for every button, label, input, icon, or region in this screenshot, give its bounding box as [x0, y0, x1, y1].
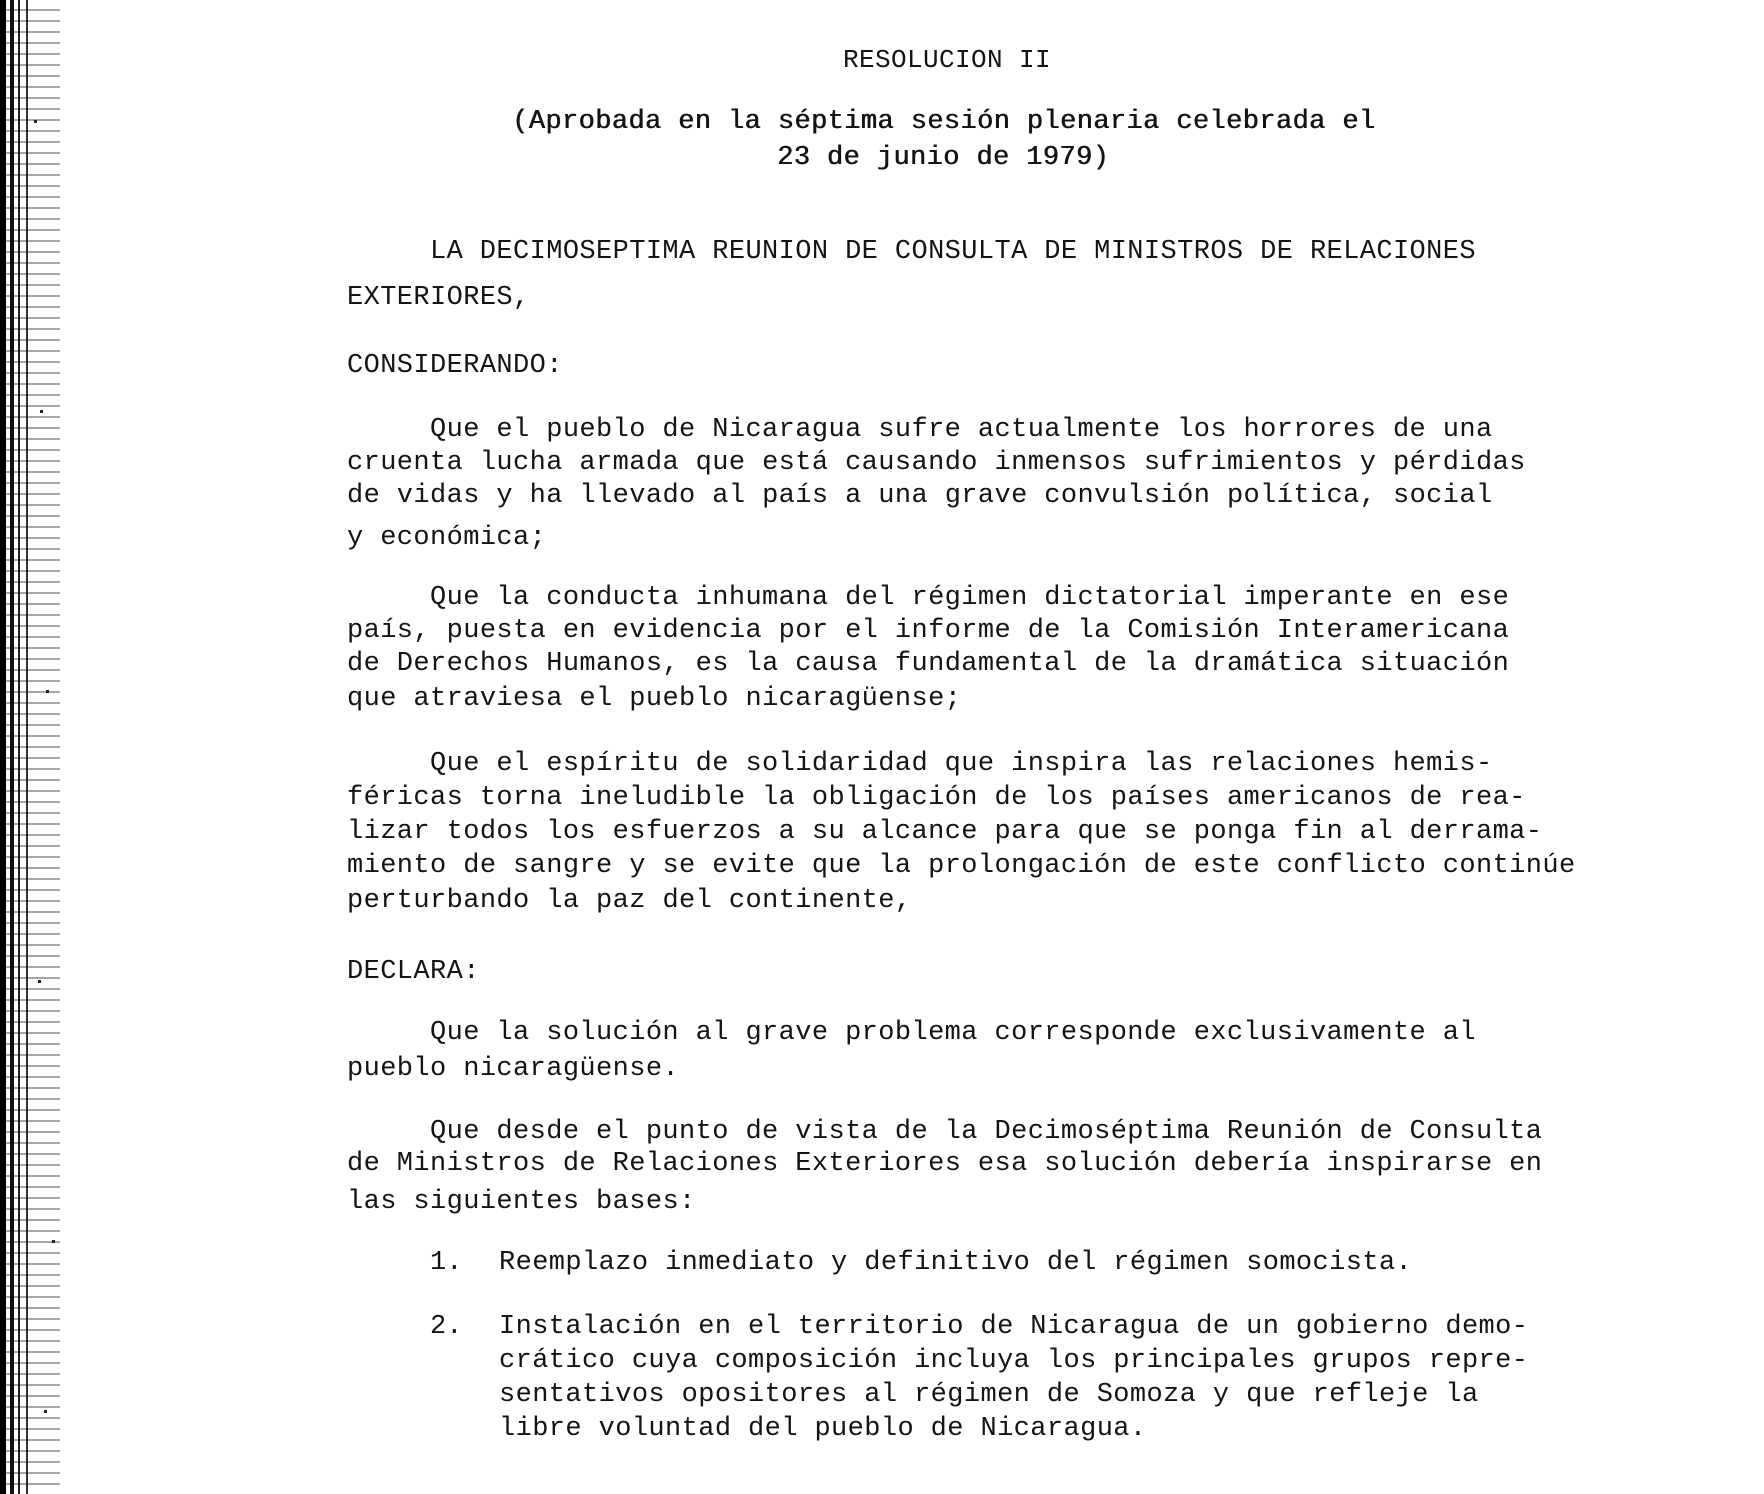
declaracion-1-line-1: Que la solución al grave problema corresponde exclusivamente al: [430, 1018, 1476, 1048]
considerando-3-line-4: miento de sangre y se evite que la prolongación de este conflicto continúe: [347, 851, 1576, 881]
declaracion-2-line-2: de Ministros de Relaciones Exteriores esa solución debería inspirarse en: [347, 1149, 1543, 1179]
considerando-3-line-2: féricas torna ineludible la obligación de los países americanos de rea-: [347, 783, 1526, 813]
considerando-1-line-1: Que el pueblo de Nicaragua sufre actualmente los horrores de una: [430, 415, 1493, 445]
considerando-1-line-2: cruenta lucha armada que está causando inmensos sufrimientos y pérdidas: [347, 448, 1526, 478]
body-intro-line-1: LA DECIMOSEPTIMA REUNION DE CONSULTA DE MINISTROS DE RELACIONES: [430, 237, 1476, 267]
approval-note-line-1: (Aprobada en la séptima sesión plenaria celebrada el: [512, 107, 1376, 137]
considerando-2-line-2: país, puesta en evidencia por el informe de la Comisión Interamericana: [347, 616, 1510, 646]
base-2-line-2: crático cuya composición incluya los principales grupos repre-: [499, 1346, 1529, 1376]
approval-note-line-2: 23 de junio de 1979): [777, 143, 1110, 173]
considerando-label: CONSIDERANDO:: [347, 351, 563, 381]
base-1-number: 1.: [430, 1248, 463, 1278]
base-1-line-1: Reemplazo inmediato y definitivo del régimen somocista.: [499, 1248, 1413, 1278]
resolution-title: RESOLUCION II: [843, 45, 1052, 75]
declaracion-1-line-2: pueblo nicaragüense.: [347, 1054, 680, 1084]
considerando-3-line-5: perturbando la paz del continente,: [347, 886, 912, 916]
declaracion-2-line-3: las siguientes bases:: [347, 1187, 696, 1217]
considerando-2-line-1: Que la conducta inhumana del régimen dictatorial imperante en ese: [430, 583, 1510, 613]
considerando-1-line-4: y económica;: [347, 523, 547, 553]
considerando-3-line-1: Que el espíritu de solidaridad que inspira las relaciones hemis-: [430, 749, 1493, 779]
base-2-number: 2.: [430, 1312, 463, 1342]
declaracion-2-line-1: Que desde el punto de vista de la Decimoséptima Reunión de Consulta: [430, 1117, 1543, 1147]
considerando-2-line-3: de Derechos Humanos, es la causa fundamental de la dramática situación: [347, 649, 1510, 679]
scan-binding-edge: [0, 0, 60, 1494]
base-2-line-3: sentativos opositores al régimen de Somoza y que refleje la: [499, 1380, 1479, 1410]
considerando-2-line-4: que atraviesa el pueblo nicaragüense;: [347, 684, 962, 714]
declara-label: DECLARA:: [347, 957, 480, 987]
base-2-line-4: libre voluntad del pueblo de Nicaragua.: [499, 1414, 1147, 1444]
base-2-line-1: Instalación en el territorio de Nicaragua de un gobierno demo-: [499, 1312, 1529, 1342]
body-intro-line-2: EXTERIORES,: [347, 283, 530, 313]
considerando-1-line-3: de vidas y ha llevado al país a una grave convulsión política, social: [347, 481, 1493, 511]
considerando-3-line-3: lizar todos los esfuerzos a su alcance para que se ponga fin al derrama-: [347, 817, 1543, 847]
